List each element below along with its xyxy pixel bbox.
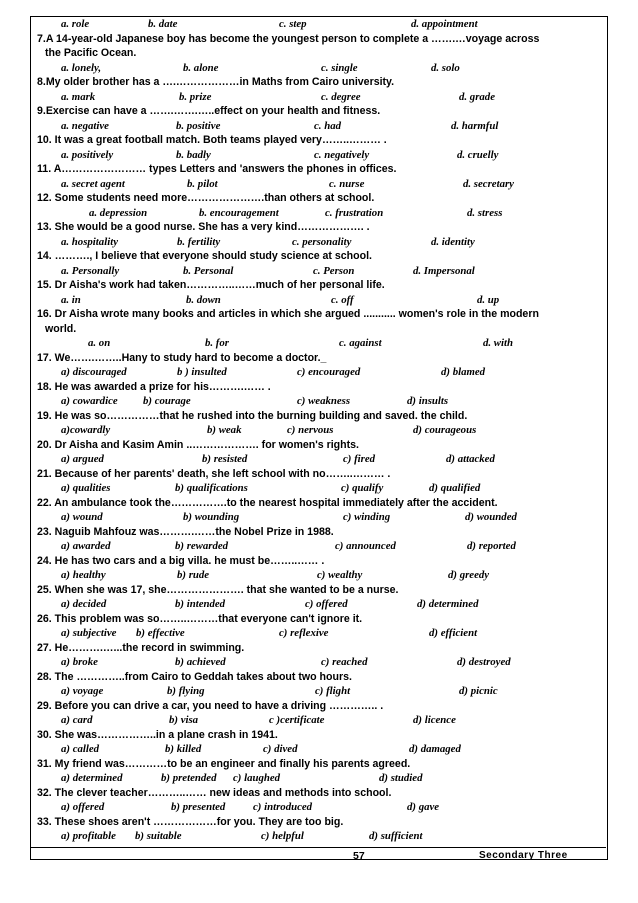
- answer-option: a) subjective: [61, 627, 117, 639]
- answer-option: b. prize: [179, 90, 212, 103]
- question-text: 10. It was a great football match. Both teams played very……..……… .: [37, 134, 387, 146]
- options-row: [31, 829, 609, 844]
- answer-option: a. negative: [61, 119, 109, 132]
- answer-option: c) fired: [343, 453, 376, 465]
- answer-option: c) offered: [305, 598, 348, 610]
- answer-option: d) determined: [417, 598, 479, 610]
- answer-option: c) reflexive: [279, 627, 329, 639]
- question-text: 24. He has two cars and a big villa. he must be……..…… .: [37, 554, 325, 567]
- answer-option: a) determined: [61, 772, 123, 784]
- answer-option: d. cruelly: [457, 148, 499, 161]
- answer-option: b) weak: [207, 424, 242, 436]
- question-text: 16. Dr Aisha wrote many books and articles in which she argued ........... women's role in the modern: [37, 308, 539, 320]
- page-number: 57: [353, 850, 365, 862]
- answer-option: a) wound: [61, 511, 103, 523]
- question-text: 17. We…….……..Hany to study hard to become a doctor._: [37, 351, 327, 364]
- answer-option: a. mark: [61, 90, 96, 103]
- answer-option: c. Person: [313, 264, 355, 277]
- answer-option: b. positive: [176, 119, 221, 132]
- answer-option: b) flying: [167, 685, 205, 697]
- options-row: [31, 510, 609, 525]
- options-row: [31, 771, 609, 786]
- question-text: 21. Because of her parents' death, she left school with no……..……… .: [37, 467, 391, 480]
- options-row: [31, 148, 609, 163]
- answer-option: c) laughed: [233, 772, 281, 784]
- answer-option: d. up: [477, 293, 500, 306]
- question-text: 7.A 14-year-old Japanese boy has become the youngest person to complete a …….…voyage across: [37, 32, 540, 45]
- question-text: 31. My friend was…………to be an engineer and finally his parents agreed.: [37, 757, 411, 770]
- answer-option: b) wounding: [183, 511, 240, 523]
- options-row: [31, 206, 609, 221]
- options-row: [31, 90, 609, 105]
- answer-option: a. on: [88, 337, 111, 349]
- answer-option: a) argued: [61, 453, 104, 465]
- question-text: 15. Dr Aisha's work had taken…………..……much of her personal life.: [37, 279, 385, 291]
- question-text: 25. When she was 17, she…………………. that she wanted to be a nurse.: [37, 583, 399, 596]
- options-row: [31, 336, 609, 351]
- footer-label: Secondary Three: [479, 850, 568, 861]
- answer-option: b. date: [148, 18, 178, 30]
- question-text: 11. A…………………… types Letters and 'answers the phones in offices.: [37, 163, 397, 175]
- answer-option: a) awarded: [61, 540, 111, 552]
- options-row: [31, 481, 609, 496]
- answer-option: d) blamed: [441, 366, 486, 378]
- answer-option: c. off: [331, 293, 354, 306]
- question-text: 13. She would be a good nurse. She has a very kind………………. .: [37, 221, 370, 233]
- answer-option: d) gave: [407, 801, 440, 813]
- answer-option: a. lonely,: [61, 61, 102, 74]
- answer-option: c. degree: [321, 90, 361, 103]
- answer-option: d) attacked: [446, 453, 495, 465]
- footer-divider: [31, 847, 606, 848]
- options-row: [31, 235, 609, 250]
- answer-option: d. stress: [467, 206, 503, 219]
- answer-option: d) damaged: [409, 743, 461, 755]
- answer-option: a) profitable: [61, 830, 116, 842]
- answer-option: a) called: [61, 743, 100, 755]
- answer-option: b) killed: [165, 743, 202, 755]
- answer-option: a) offered: [61, 801, 105, 813]
- answer-option: c) reached: [321, 656, 368, 668]
- answer-option: d) reported: [467, 540, 516, 552]
- answer-option: c) weakness: [297, 395, 351, 407]
- answer-option: c. nurse: [329, 177, 365, 190]
- answer-option: d. Impersonal: [413, 264, 475, 277]
- question-text: 27. He……….…...the record in swimming.: [37, 641, 245, 654]
- answer-option: a) voyage: [61, 685, 104, 697]
- answer-option: b. fertility: [177, 235, 221, 248]
- question-text: 20. Dr Aisha and Kasim Amin ..………………. for women's rights.: [37, 438, 359, 451]
- options-row: [31, 597, 609, 612]
- question-text: 28. The …………..from Cairo to Geddah takes about two hours.: [37, 670, 352, 683]
- answer-option: d) sufficient: [369, 830, 423, 842]
- question-text: 29. Before you can drive a car, you need to have a driving ………….. .: [37, 699, 384, 712]
- answer-option: b) rewarded: [175, 540, 229, 552]
- answer-option: c) encouraged: [297, 366, 361, 378]
- options-row: [31, 394, 609, 409]
- answer-option: d) insults: [407, 395, 449, 407]
- options-row: [31, 684, 609, 699]
- answer-option: b) suitable: [135, 830, 182, 842]
- answer-option: c) wealthy: [317, 569, 363, 581]
- answer-option: b) qualifications: [175, 482, 248, 494]
- answer-option: a. Personally: [61, 264, 120, 277]
- answer-option: c. had: [314, 119, 341, 132]
- answer-option: b. pilot: [187, 177, 218, 190]
- answer-option: d. harmful: [451, 119, 499, 132]
- answer-option: a)cowardly: [61, 424, 111, 436]
- answer-option: b. down: [186, 293, 221, 306]
- answer-option: a. positively: [61, 148, 114, 161]
- options-row: [31, 655, 609, 670]
- answer-option: b) courage: [143, 395, 191, 407]
- options-row: [31, 264, 609, 279]
- question-text: 26. This problem was so……..………that everyone can't ignore it.: [37, 612, 363, 625]
- answer-option: d. solo: [431, 61, 460, 74]
- answer-option: d) destroyed: [457, 656, 511, 668]
- options-row: [31, 713, 609, 728]
- answer-option: b) pretended: [161, 772, 217, 784]
- options-row: [31, 17, 609, 32]
- options-row: [31, 626, 609, 641]
- answer-option: c) flight: [315, 685, 351, 697]
- answer-option: c) winding: [343, 511, 391, 523]
- answer-option: b) presented: [171, 801, 226, 813]
- question-text-continued: the Pacific Ocean.: [45, 47, 137, 59]
- options-row: [31, 61, 609, 76]
- answer-option: c. against: [339, 337, 382, 349]
- question-text: 23. Naguib Mahfouz was……….……the Nobel Prize in 1988.: [37, 525, 334, 538]
- answer-option: d. grade: [459, 90, 495, 103]
- answer-option: b) achieved: [175, 656, 226, 668]
- answer-option: c. step: [279, 18, 307, 30]
- question-text: 9.Exercise can have a …….…….…..effect on your health and fitness.: [37, 105, 381, 117]
- answer-option: a) healthy: [61, 569, 106, 581]
- answer-option: d) picnic: [459, 685, 498, 697]
- question-text-continued: world.: [45, 322, 77, 335]
- options-row: [31, 800, 609, 815]
- options-row: [31, 365, 609, 380]
- question-text: 14. ………., I believe that everyone should study science at school.: [37, 250, 372, 262]
- answer-option: a) card: [61, 714, 93, 726]
- options-row: [31, 568, 609, 583]
- answer-option: b) resisted: [202, 453, 248, 465]
- question-text: 12. Some students need more………………….than others at school.: [37, 192, 375, 204]
- answer-option: c. negatively: [314, 148, 370, 161]
- question-text: 33. These shoes aren't ………………for you. They are too big.: [37, 815, 344, 828]
- answer-option: c) nervous: [287, 424, 334, 436]
- options-row: [31, 177, 609, 192]
- answer-option: a. depression: [89, 206, 148, 219]
- answer-option: d) efficient: [429, 627, 478, 639]
- answer-option: c) qualify: [341, 482, 384, 494]
- answer-option: d. secretary: [463, 177, 514, 190]
- answer-option: d. appointment: [411, 18, 478, 30]
- answer-option: a) decided: [61, 598, 107, 610]
- answer-option: b. for: [205, 337, 229, 349]
- question-text: 8.My older brother has a ….………………in Maths from Cairo university.: [37, 76, 395, 88]
- question-text: 32. The clever teacher………..…… new ideas and methods into school.: [37, 786, 392, 799]
- answer-option: c. personality: [292, 235, 352, 248]
- answer-option: c. single: [321, 61, 358, 74]
- question-text: 22. An ambulance took the…………….to the nearest hospital immediately after the accident.: [37, 496, 498, 509]
- answer-option: c. frustration: [325, 206, 384, 219]
- answer-option: a) cowardice: [61, 395, 118, 407]
- answer-option: c) announced: [335, 540, 396, 552]
- answer-option: b) visa: [169, 714, 199, 726]
- answer-option: d) qualified: [429, 482, 481, 494]
- question-text: 19. He was so……………that he rushed into the burning building and saved. the child.: [37, 409, 468, 422]
- answer-option: d. with: [483, 337, 514, 349]
- answer-option: b. encouragement: [199, 206, 279, 219]
- answer-option: b) effective: [136, 627, 185, 639]
- options-row: [31, 742, 609, 757]
- answer-option: d. identity: [431, 235, 475, 248]
- answer-option: b) intended: [175, 598, 226, 610]
- answer-option: c) helpful: [261, 830, 304, 842]
- answer-option: c) dived: [263, 743, 298, 755]
- answer-option: c )certificate: [269, 714, 325, 726]
- question-text: 18. He was awarded a prize for his……….…… .: [37, 380, 271, 393]
- options-row: [31, 423, 609, 438]
- answer-option: d) courageous: [413, 424, 477, 436]
- answer-option: a. secret agent: [61, 177, 125, 190]
- options-row: [31, 119, 609, 134]
- answer-option: a) qualities: [61, 482, 111, 494]
- worksheet-frame: [30, 16, 608, 860]
- answer-option: d) licence: [413, 714, 456, 726]
- question-text: 30. She was……………..in a plane crash in 1941.: [37, 728, 278, 741]
- answer-option: d) studied: [379, 772, 423, 784]
- answer-option: b) rude: [177, 569, 210, 581]
- answer-option: a) discouraged: [61, 366, 127, 378]
- question-list: [31, 17, 609, 844]
- answer-option: b. badly: [176, 148, 211, 161]
- answer-option: b. alone: [183, 61, 219, 74]
- answer-option: a. role: [61, 18, 90, 30]
- answer-option: d) wounded: [465, 511, 517, 523]
- answer-option: b ) insulted: [177, 366, 227, 378]
- answer-option: a. hospitality: [61, 235, 118, 248]
- options-row: [31, 293, 609, 308]
- answer-option: c) introduced: [253, 801, 313, 813]
- answer-option: a. in: [61, 293, 81, 306]
- options-row: [31, 452, 609, 467]
- options-row: [31, 539, 609, 554]
- answer-option: d) greedy: [448, 569, 490, 581]
- answer-option: a) broke: [61, 656, 98, 668]
- answer-option: b. Personal: [183, 264, 234, 277]
